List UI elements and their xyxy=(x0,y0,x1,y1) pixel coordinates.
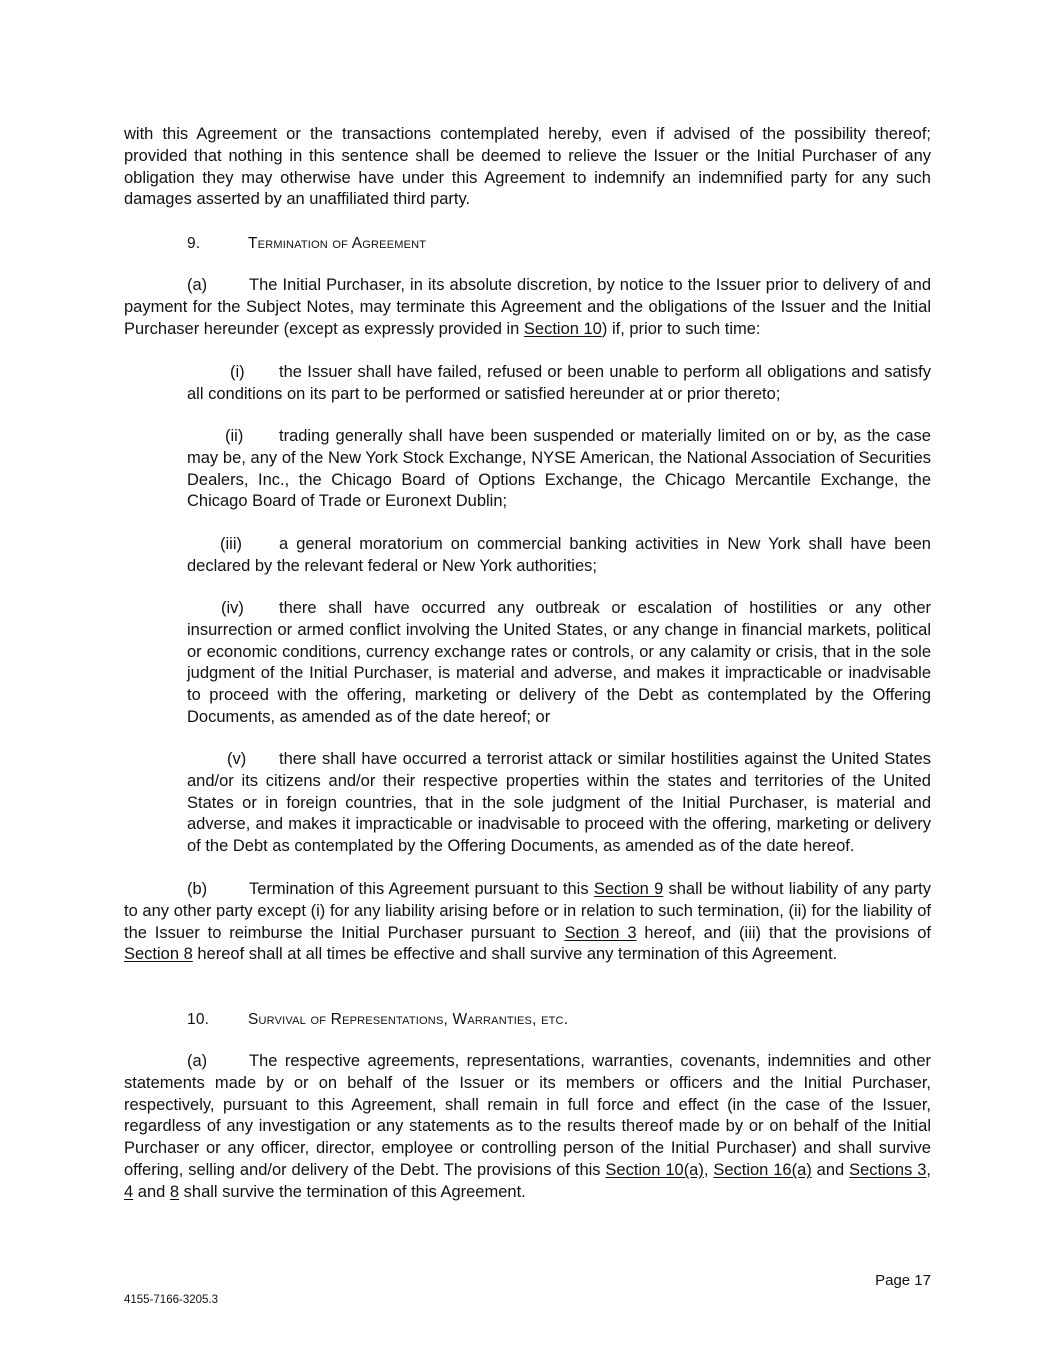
item-iv xyxy=(187,598,931,729)
section-9-a-paragraph xyxy=(124,275,931,340)
section-9-b-paragraph xyxy=(124,879,931,966)
section-9-number: 9. xyxy=(187,235,201,252)
section-9-a-text: The Initial Purchaser, in its absolute discretion, by notice to the Issuer prior to delivery of and payment for the Subject Notes, may terminate this Agreement and the obligations of the Issuer and the Initial Purchaser hereunder (except as expressly provided in xyxy=(124,276,931,338)
item-ii xyxy=(187,426,931,513)
section-3-link[interactable]: Section 3 xyxy=(564,923,637,942)
item-i-label: (i) xyxy=(230,363,245,381)
section-10-a-label: (a) xyxy=(187,1052,208,1070)
section-9-heading xyxy=(187,233,426,255)
intro-text: with this Agreement or the transactions contemplated hereby, even if advised of the possibility thereof; provided that nothing in this sentence shall be deemed to relieve the Issuer or the Initial Purchaser of any obligation they may otherwise have under this Agreement to indemnify an indemnified party for any such damages asserted by an unaffiliated third party. xyxy=(124,125,931,209)
separator: and xyxy=(133,1182,170,1201)
item-i-text: the Issuer shall have failed, refused or been unable to perform all obligations and satisfy all conditions on its part to be performed or satisfied hereunder at or prior thereto; xyxy=(187,363,931,403)
section-10-link[interactable]: Section 10 xyxy=(523,319,602,338)
item-v-text: there shall have occurred a terrorist attack or similar hostilities against the United States and/or its citizens and/or their respective properties within the states and territories of the United States or in foreign countries, that in the sole judgment of the Initial Purchaser, is material and adverse, and makes it impracticable or inadvisable to proceed with the offering, marketing or delivery of the Debt as contemplated by the Offering Documents, as amended as of the date hereof. xyxy=(187,750,931,856)
section-16a-link[interactable]: Section 16(a) xyxy=(713,1160,812,1179)
item-iii-label: (iii) xyxy=(220,535,242,553)
item-i xyxy=(187,362,931,406)
section-10-heading xyxy=(187,1009,568,1031)
section-10-a-paragraph xyxy=(124,1051,931,1204)
section-9-b-text-3: hereof, and (iii) that the provisions of xyxy=(636,923,932,942)
section-9-a-label: (a) xyxy=(187,276,208,294)
intro-paragraph xyxy=(124,124,931,211)
section-10-title: Survival of Representations, Warranties, etc. xyxy=(248,1011,569,1028)
section-4-link[interactable]: 4 xyxy=(124,1182,134,1201)
section-9-b-text-4: hereof shall at all times be effective and shall survive any termination of this Agreement. xyxy=(192,945,838,964)
item-iii-text: a general moratorium on commercial banking activities in New York shall have been declared by the relevant federal or New York authorities; xyxy=(187,535,931,575)
item-ii-text: trading generally shall have been suspended or materially limited on or by, as the case may be, any of the New York Stock Exchange, NYSE American, the National Association of Securities Dealers, Inc., the Chicago Board of Options Exchange, the Chicago Mercantile Exchange, the Chicago Board of Trade or Euronext Dublin; xyxy=(187,427,931,511)
document-id: 4155-7166-3205.3 xyxy=(124,1294,218,1306)
separator: , xyxy=(926,1160,931,1179)
section-9-b-text: Termination of this Agreement pursuant to this xyxy=(249,880,594,898)
section-10a-link[interactable]: Section 10(a) xyxy=(605,1160,704,1179)
item-iv-text: there shall have occurred any outbreak or escalation of hostilities or any other insurrection or armed conflict involving the United States, or any change in financial markets, political or economic conditions, currency exchange rates or controls, or any calamity or crisis, that in the sole judgment of the Initial Purchaser, is material and adverse, and makes it impracticable or inadvisable to proceed with the offering, marketing or delivery of the Debt as contemplated by the Offering Documents, as amended as of the date hereof; or xyxy=(187,599,931,726)
item-v xyxy=(187,749,931,858)
section-10-a-text: The respective agreements, representations, warranties, covenants, indemnities and other statements made by or on behalf of the Issuer or its members or officers and the Initial Purchaser, respectively, pursuant to this Agreement, shall remain in full force and effect (in the case of the Issuer, regardless of any investigation or any statements as to the results thereof made by or on behalf of the Initial Purchaser or any officer, director, employee or controlling person of the Initial Purchaser) and shall survive offering, selling and/or delivery of the Debt. The provisions of this xyxy=(124,1052,931,1179)
separator: , xyxy=(703,1160,714,1179)
sections-3-link[interactable]: Sections 3 xyxy=(849,1160,927,1179)
section-10-number: 10. xyxy=(187,1011,210,1028)
section-9-title: Termination of Agreement xyxy=(248,235,427,252)
page-number: Page 17 xyxy=(875,1272,931,1289)
section-9-a-text-end: ) if, prior to such time: xyxy=(601,319,761,338)
section-9-link[interactable]: Section 9 xyxy=(593,880,664,898)
item-iii xyxy=(187,534,931,578)
section-9-b-label: (b) xyxy=(187,880,208,898)
item-iv-label: (iv) xyxy=(221,599,244,617)
section-8-link-2[interactable]: 8 xyxy=(169,1182,180,1201)
section-9-b-text-2: shall be without liability of any party to any other party except (i) for any liability arising before or in relation to such termination, (ii) for the liability of the Issuer to reimburse the Initial Purchaser pursuant to xyxy=(124,880,932,942)
item-ii-label: (ii) xyxy=(225,427,244,445)
item-v-label: (v) xyxy=(227,750,247,768)
section-10-a-text-end: shall survive the termination of this Agreement. xyxy=(179,1182,526,1201)
section-8-link[interactable]: Section 8 xyxy=(124,945,193,964)
separator: and xyxy=(811,1160,850,1179)
